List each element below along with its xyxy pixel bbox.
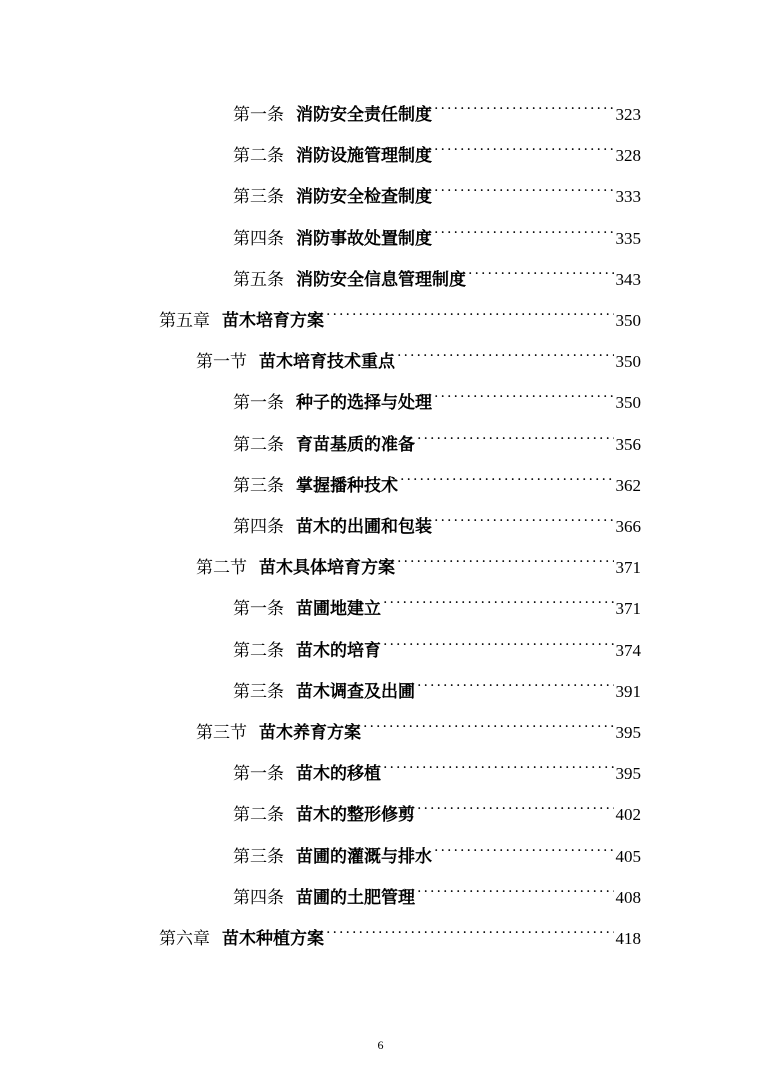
- toc-dot-leader: [434, 502, 614, 532]
- toc-entry-number: 第二条: [233, 805, 284, 825]
- toc-entry-number: 第六章: [159, 929, 210, 949]
- toc-entry-title: 苗圃的灌溉与排水: [296, 847, 432, 867]
- toc-entry[interactable]: [233, 255, 641, 290]
- toc-entry-page: 362: [615, 476, 641, 495]
- toc-entry[interactable]: [233, 214, 641, 249]
- toc-dot-leader: [434, 131, 614, 161]
- toc-entry-title: 消防事故处置制度: [296, 229, 432, 249]
- toc-entry-page: 356: [615, 435, 641, 454]
- toc-entry-page: 335: [615, 229, 641, 248]
- toc-entry-page: 350: [615, 311, 641, 330]
- toc-entry-number: 第四条: [233, 229, 284, 249]
- toc-entry-number: 第一条: [233, 599, 284, 619]
- toc-entry[interactable]: [233, 420, 641, 455]
- toc-dot-leader: [383, 626, 614, 656]
- toc-entry-title: 苗木具体培育方案: [259, 558, 395, 578]
- toc-entry-number: 第四条: [233, 517, 284, 537]
- toc-entry-page: 350: [615, 393, 641, 412]
- toc-entry-page: 418: [615, 929, 641, 948]
- toc-dot-leader: [417, 667, 614, 697]
- toc-entry-number: 第一条: [233, 105, 284, 125]
- toc-entry-page: 374: [615, 641, 641, 660]
- toc-entry-number: 第三节: [196, 723, 247, 743]
- toc-entry[interactable]: [196, 708, 641, 743]
- toc-entry-title: 育苗基质的准备: [296, 435, 415, 455]
- toc-dot-leader: [434, 214, 614, 244]
- toc-entry-title: 苗木的培育: [296, 641, 381, 661]
- toc-dot-leader: [400, 461, 614, 491]
- toc-dot-leader: [397, 337, 614, 367]
- toc-entry-number: 第一条: [233, 393, 284, 413]
- toc-entry-title: 苗木调查及出圃: [296, 682, 415, 702]
- toc-entry-number: 第三条: [233, 847, 284, 867]
- toc-dot-leader: [434, 90, 614, 120]
- toc-entry-page: 371: [615, 558, 641, 577]
- toc-entry[interactable]: [233, 461, 641, 496]
- toc-entry-number: 第一条: [233, 764, 284, 784]
- toc-entry[interactable]: [233, 667, 641, 702]
- toc-dot-leader: [417, 873, 614, 903]
- toc-entry-page: 405: [615, 847, 641, 866]
- toc-entry-title: 苗圃地建立: [296, 599, 381, 619]
- toc-entry-number: 第二条: [233, 435, 284, 455]
- toc-entry[interactable]: [233, 749, 641, 784]
- toc-dot-leader: [468, 255, 614, 285]
- toc-entry-title: 苗木的整形修剪: [296, 805, 415, 825]
- toc-entry-title: 消防安全信息管理制度: [296, 270, 466, 290]
- toc-entry-title: 种子的选择与处理: [296, 393, 432, 413]
- toc-entry[interactable]: [233, 626, 641, 661]
- toc-dot-leader: [434, 832, 614, 862]
- toc-dot-leader: [434, 172, 614, 202]
- toc-entry-page: 333: [615, 187, 641, 206]
- toc-dot-leader: [326, 914, 614, 944]
- page-number: 6: [377, 1038, 384, 1052]
- toc-dot-leader: [383, 584, 614, 614]
- toc-entry[interactable]: [159, 296, 641, 331]
- toc-entry-title: 苗木的移植: [296, 764, 381, 784]
- toc-entry-page: 402: [615, 805, 641, 824]
- toc-entry-number: 第二条: [233, 641, 284, 661]
- toc-entry-number: 第五条: [233, 270, 284, 290]
- toc-entry-page: 391: [615, 682, 641, 701]
- toc-entry-number: 第三条: [233, 476, 284, 496]
- toc-dot-leader: [417, 420, 614, 450]
- toc-entry[interactable]: [233, 832, 641, 867]
- toc-entry-page: 371: [615, 599, 641, 618]
- toc-entry-page: 395: [615, 764, 641, 783]
- toc-entry-title: 消防安全责任制度: [296, 105, 432, 125]
- toc-entry[interactable]: [233, 502, 641, 537]
- toc-entry[interactable]: [233, 584, 641, 619]
- toc-entry-page: 408: [615, 888, 641, 907]
- toc-entry-title: 苗木培育方案: [222, 311, 324, 331]
- toc-entry[interactable]: [233, 873, 641, 908]
- toc-entry-title: 苗木种植方案: [222, 929, 324, 949]
- toc-entry-number: 第三条: [233, 682, 284, 702]
- toc-entry[interactable]: [233, 90, 641, 125]
- toc-entry-number: 第四条: [233, 888, 284, 908]
- toc-entry[interactable]: [196, 543, 641, 578]
- toc-entry-title: 苗圃的土肥管理: [296, 888, 415, 908]
- toc-entry-page: 395: [615, 723, 641, 742]
- toc-dot-leader: [417, 790, 614, 820]
- toc-dot-leader: [383, 749, 614, 779]
- toc-entry-page: 350: [615, 352, 641, 371]
- toc-entry-page: 343: [615, 270, 641, 289]
- toc-entry-number: 第二节: [196, 558, 247, 578]
- toc-entry-title: 掌握播种技术: [296, 476, 398, 496]
- toc-dot-leader: [363, 708, 614, 738]
- toc-dot-leader: [397, 543, 614, 573]
- toc-entry-number: 第三条: [233, 187, 284, 207]
- toc-entry-number: 第五章: [159, 311, 210, 331]
- toc-entry-title: 苗木培育技术重点: [259, 352, 395, 372]
- toc-entry[interactable]: [233, 378, 641, 413]
- toc-entry-title: 苗木养育方案: [259, 723, 361, 743]
- toc-entry[interactable]: [196, 337, 641, 372]
- toc-entry-number: 第二条: [233, 146, 284, 166]
- toc-entry-page: 366: [615, 517, 641, 536]
- toc-entry[interactable]: [159, 914, 641, 949]
- toc-dot-leader: [434, 378, 614, 408]
- toc-entry-title: 消防安全检查制度: [296, 187, 432, 207]
- toc-entry-title: 苗木的出圃和包装: [296, 517, 432, 537]
- toc-entry-title: 消防设施管理制度: [296, 146, 432, 166]
- toc-entry[interactable]: [233, 131, 641, 166]
- toc-entry-page: 323: [615, 105, 641, 124]
- toc-entry[interactable]: [233, 790, 641, 825]
- toc-dot-leader: [326, 296, 614, 326]
- toc-entry[interactable]: [233, 172, 641, 207]
- toc-entry-number: 第一节: [196, 352, 247, 372]
- toc-entry-page: 328: [615, 146, 641, 165]
